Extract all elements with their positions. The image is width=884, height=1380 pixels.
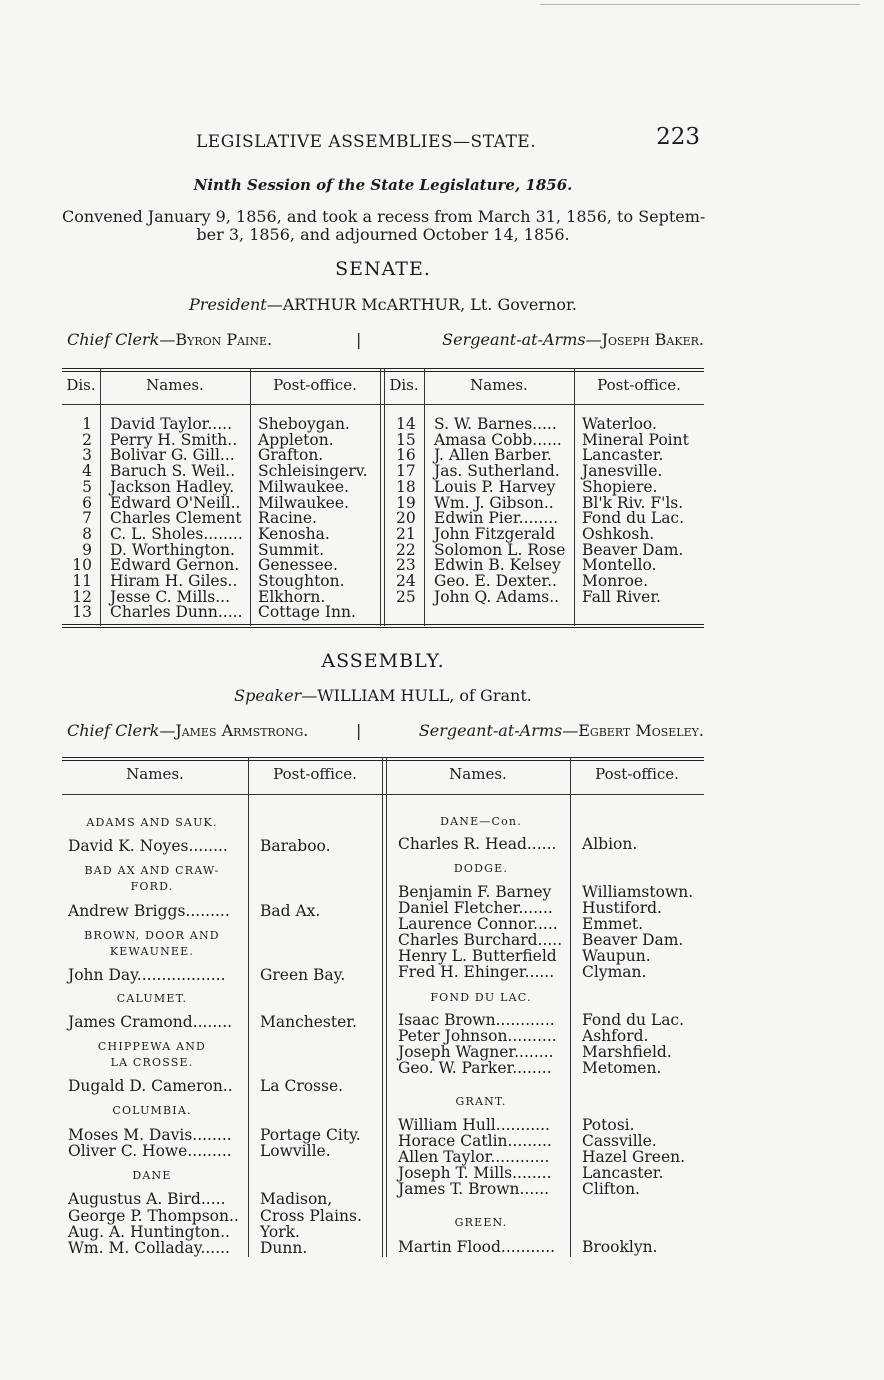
senator-post-office: Grafton. (258, 446, 324, 465)
header-rule (62, 404, 704, 405)
member-post-office: Portage City. (260, 1126, 361, 1144)
senator-post-office: Lancaster. (582, 446, 664, 465)
district-number: 2 (82, 430, 92, 449)
member-name: James T. Brown...... (398, 1180, 550, 1198)
senator-post-office: Beaver Dam. (582, 540, 684, 559)
assembly-title: ASSEMBLY. (321, 650, 445, 672)
senator-name: S. W. Barnes..... (434, 415, 557, 433)
member-post-office: York. (260, 1223, 300, 1241)
member-post-office: Hazel Green. (582, 1148, 686, 1166)
member-name: Joseph T. Mills........ (398, 1164, 552, 1182)
convened-text (62, 208, 704, 244)
header-names-2: Names. (449, 765, 507, 783)
senator-name: Louis P. Harvey (434, 477, 556, 496)
senate-sergeant (442, 330, 704, 349)
district-number: 7 (82, 509, 92, 528)
header-rule (62, 794, 704, 795)
district-number: 5 (82, 477, 92, 496)
assembly-chief-clerk (67, 721, 308, 740)
district-number: 13 (72, 603, 92, 622)
member-post-office: Brooklyn. (582, 1238, 658, 1256)
member-name: Isaac Brown............ (398, 1011, 555, 1029)
district-number: 19 (396, 493, 416, 512)
county-heading: DANE—Con. (440, 815, 522, 828)
member-name: Martin Flood........... (398, 1238, 556, 1256)
senate-table (62, 368, 704, 634)
column-rule (570, 757, 571, 1257)
member-name: Dugald D. Cameron.. (68, 1077, 233, 1095)
table-top-rule (62, 757, 704, 761)
member-post-office: Potosi. (582, 1116, 635, 1134)
senate-chief-clerk (67, 330, 272, 349)
member-post-office: Ashford. (582, 1027, 649, 1045)
senator-post-office: Shopiere. (582, 477, 658, 496)
header-dis-2: Dis. (389, 376, 419, 394)
senator-post-office: Stoughton. (258, 572, 345, 590)
sergeant-value: —Joseph Baker. (585, 330, 704, 349)
president-label: President (189, 295, 267, 314)
header-post-office: Post-office. (273, 765, 357, 783)
assembly-clerks (62, 721, 704, 743)
senator-name: Solomon L. Rose (434, 540, 566, 559)
speaker-value: —WILLIAM HULL, of Grant. (301, 686, 532, 705)
senator-post-office: Fall River. (582, 587, 661, 606)
senator-name: Wm. J. Gibson.. (434, 493, 554, 512)
header-post-office-2: Post-office. (595, 765, 679, 783)
member-name: Geo. W. Parker........ (398, 1059, 552, 1077)
member-post-office: Dunn. (260, 1239, 308, 1257)
district-number: 24 (396, 572, 416, 590)
chief-clerk-label: Chief Clerk (67, 721, 160, 740)
member-post-office: Albion. (582, 835, 638, 853)
member-post-office: Madison, (260, 1190, 333, 1208)
senator-post-office: Racine. (258, 509, 317, 528)
member-name: Oliver C. Howe......... (68, 1142, 232, 1160)
member-post-office: Metomen. (582, 1059, 662, 1077)
member-post-office: Beaver Dam. (582, 931, 684, 949)
district-number: 18 (396, 477, 416, 496)
county-heading: KEWAUNEE. (109, 945, 195, 958)
page-number: 223 (656, 124, 700, 150)
senator-post-office: Appleton. (258, 430, 334, 449)
president-value: —ARTHUR McARTHUR, Lt. Governor. (266, 295, 577, 314)
member-name: Aug. A. Huntington.. (68, 1223, 230, 1241)
senator-name: C. L. Sholes........ (110, 524, 243, 543)
member-name: Augustus A. Bird..... (68, 1190, 226, 1208)
district-number: 3 (82, 446, 92, 465)
district-number: 1 (82, 415, 92, 433)
speaker-label: Speaker (234, 686, 302, 705)
assembly-speaker (62, 686, 704, 705)
county-heading: BROWN, DOOR AND (84, 929, 220, 942)
senator-name: David Taylor..... (110, 415, 232, 433)
chief-clerk-value: —Byron Paine. (159, 330, 273, 349)
district-number: 12 (72, 587, 92, 606)
member-name: Moses M. Davis........ (68, 1126, 232, 1144)
district-number: 17 (396, 462, 416, 481)
district-number: 9 (82, 540, 92, 559)
county-heading: GRANT. (455, 1095, 507, 1108)
senator-name: Jas. Sutherland. (434, 462, 560, 481)
convened-line-1: Convened January 9, 1856, and took a recess from March 31, 1856, to Septem- (62, 207, 706, 226)
member-name: George P. Thompson.. (68, 1207, 239, 1225)
senate-president (62, 295, 704, 314)
senator-post-office: Fond du Lac. (582, 509, 685, 528)
sergeant-label: Sergeant-at-Arms (442, 330, 586, 349)
district-number: 6 (82, 493, 92, 512)
member-post-office: Williamstown. (582, 883, 694, 901)
senator-post-office: Schleisingerv. (258, 462, 368, 481)
county-heading: FOND DU LAC. (430, 991, 532, 1004)
clerk-separator: | (356, 330, 362, 349)
senator-name: D. Worthington. (110, 540, 235, 559)
table-bottom-rule (62, 624, 704, 628)
member-name: Benjamin F. Barney (398, 883, 552, 901)
senator-post-office: Genessee. (258, 556, 338, 575)
member-name: Charles Burchard..... (398, 931, 563, 949)
header-names: Names. (126, 765, 184, 783)
senator-name: Jesse C. Mills... (110, 587, 231, 606)
district-number: 25 (396, 587, 416, 606)
senator-post-office: Janesville. (582, 462, 663, 481)
assembly-sergeant (419, 721, 704, 740)
clerk-separator: | (356, 721, 362, 740)
member-post-office: Green Bay. (260, 966, 346, 984)
senator-post-office: Kenosha. (258, 524, 330, 543)
senator-post-office: Bl'k Riv. F'ls. (582, 493, 684, 512)
senator-name: John Fitzgerald (434, 524, 556, 543)
member-post-office: Marshfield. (582, 1043, 672, 1061)
member-post-office: Clyman. (582, 963, 647, 981)
sergeant-label: Sergeant-at-Arms (418, 721, 563, 740)
header-names-2: Names. (470, 376, 528, 394)
senator-name: Edward O'Neill.. (110, 493, 241, 512)
district-number: 11 (72, 572, 92, 590)
member-name: William Hull........... (398, 1116, 550, 1134)
senator-post-office: Milwaukee. (258, 477, 349, 496)
member-name: Laurence Connor..... (398, 915, 558, 933)
member-post-office: Clifton. (582, 1180, 640, 1198)
county-heading: BAD AX AND CRAW- (84, 864, 220, 877)
senator-name: Jackson Hadley. (110, 477, 235, 496)
county-heading: GREEN. (454, 1216, 508, 1229)
member-post-office: Cassville. (582, 1132, 657, 1150)
senate-title: SENATE. (335, 258, 431, 280)
header-post-office: Post-office. (273, 376, 357, 394)
running-title: LEGISLATIVE ASSEMBLIES—STATE. (196, 132, 537, 152)
column-rule (382, 757, 383, 1257)
assembly-table (62, 757, 704, 1267)
member-name: Allen Taylor............ (398, 1148, 550, 1166)
member-name: Joseph Wagner........ (398, 1043, 554, 1061)
district-number: 15 (396, 430, 416, 449)
column-rule (386, 757, 387, 1257)
senator-name: John Q. Adams.. (434, 587, 560, 606)
district-number: 20 (396, 509, 416, 528)
chief-clerk-value: —James Armstrong. (159, 721, 309, 740)
header-post-office-2: Post-office. (597, 376, 681, 394)
senator-post-office: Summit. (258, 540, 325, 559)
senator-post-office: Mineral Point (582, 430, 689, 449)
senator-post-office: Oshkosh. (582, 524, 655, 543)
district-number: 16 (396, 446, 416, 465)
member-name: David K. Noyes........ (68, 837, 228, 855)
senator-name: Edwin Pier........ (434, 509, 559, 528)
member-post-office: Bad Ax. (260, 902, 321, 920)
district-number: 14 (396, 415, 416, 433)
senator-name: Geo. E. Dexter.. (434, 572, 557, 590)
chief-clerk-label: Chief Clerk (67, 330, 160, 349)
member-name: James Cramond........ (68, 1013, 233, 1031)
column-rule (248, 757, 249, 1257)
member-post-office: Baraboo. (260, 837, 331, 855)
sergeant-value: —Egbert Moseley. (562, 721, 704, 740)
member-name: Wm. M. Colladay...... (68, 1239, 230, 1257)
member-name: Charles R. Head...... (398, 835, 557, 853)
session-title: Ninth Session of the State Legislature, 1856. (193, 176, 573, 194)
member-name: Andrew Briggs......... (68, 902, 230, 920)
page (62, 0, 704, 1380)
county-heading: CALUMET. (116, 992, 188, 1005)
column-rule (574, 368, 575, 626)
senator-name: Amasa Cobb...... (434, 430, 562, 449)
senator-name: Bolivar G. Gill... (110, 446, 235, 465)
senator-post-office: Monroe. (582, 572, 649, 590)
column-rule (380, 368, 381, 626)
district-number: 21 (396, 524, 416, 543)
senator-post-office: Milwaukee. (258, 493, 349, 512)
member-post-office: Cross Plains. (260, 1207, 362, 1225)
county-heading: DANE (132, 1169, 172, 1182)
county-heading: DODGE. (453, 862, 509, 875)
senator-post-office: Elkhorn. (258, 587, 326, 606)
senator-name: Edwin B. Kelsey (434, 556, 561, 575)
county-heading: LA CROSSE. (110, 1056, 194, 1069)
member-post-office: Fond du Lac. (582, 1011, 685, 1029)
senate-clerks (62, 330, 704, 352)
member-post-office: Lowville. (260, 1142, 331, 1160)
senator-post-office: Cottage Inn. (258, 603, 356, 622)
district-number: 4 (82, 462, 92, 481)
column-rule (384, 368, 385, 626)
member-post-office: Manchester. (260, 1013, 357, 1031)
district-number: 8 (82, 524, 92, 543)
senator-name: Edward Gernon. (110, 556, 240, 575)
district-number: 22 (396, 540, 416, 559)
senator-name: Hiram H. Giles.. (110, 572, 238, 590)
convened-line-2: ber 3, 1856, and adjourned October 14, 1856. (196, 225, 570, 244)
county-heading: CHIPPEWA AND (97, 1040, 207, 1053)
running-head (62, 124, 704, 152)
member-name: Horace Catlin......... (398, 1132, 552, 1150)
member-post-office: Emmet. (582, 915, 644, 933)
header-dis: Dis. (66, 376, 96, 394)
table-top-rule (62, 368, 704, 372)
senator-name: Perry H. Smith.. (110, 430, 238, 449)
senator-name: Baruch S. Weil.. (110, 462, 236, 481)
senator-post-office: Waterloo. (582, 415, 657, 433)
member-name: Peter Johnson.......... (398, 1027, 557, 1045)
member-post-office: Lancaster. (582, 1164, 664, 1182)
column-rule (250, 368, 251, 626)
district-number: 10 (72, 556, 92, 575)
member-name: Henry L. Butterfield (398, 947, 557, 965)
member-post-office: Waupun. (582, 947, 651, 965)
header-names: Names. (146, 376, 204, 394)
member-post-office: Hustiford. (582, 899, 662, 917)
column-rule (100, 368, 101, 626)
senator-name: Charles Dunn..... (110, 603, 243, 622)
senator-name: J. Allen Barber. (434, 446, 552, 465)
county-heading: ADAMS AND SAUK. (86, 816, 218, 829)
member-post-office: La Crosse. (260, 1077, 344, 1095)
district-number: 23 (396, 556, 416, 575)
member-name: Daniel Fletcher....... (398, 899, 553, 917)
member-name: John Day.................. (68, 966, 226, 984)
senator-post-office: Sheboygan. (258, 415, 350, 433)
senator-name: Charles Clement (110, 509, 242, 528)
county-heading: COLUMBIA. (112, 1104, 192, 1117)
column-rule (424, 368, 425, 626)
senator-post-office: Montello. (582, 556, 657, 575)
member-name: Fred H. Ehinger...... (398, 963, 555, 981)
county-heading: FORD. (130, 880, 174, 893)
